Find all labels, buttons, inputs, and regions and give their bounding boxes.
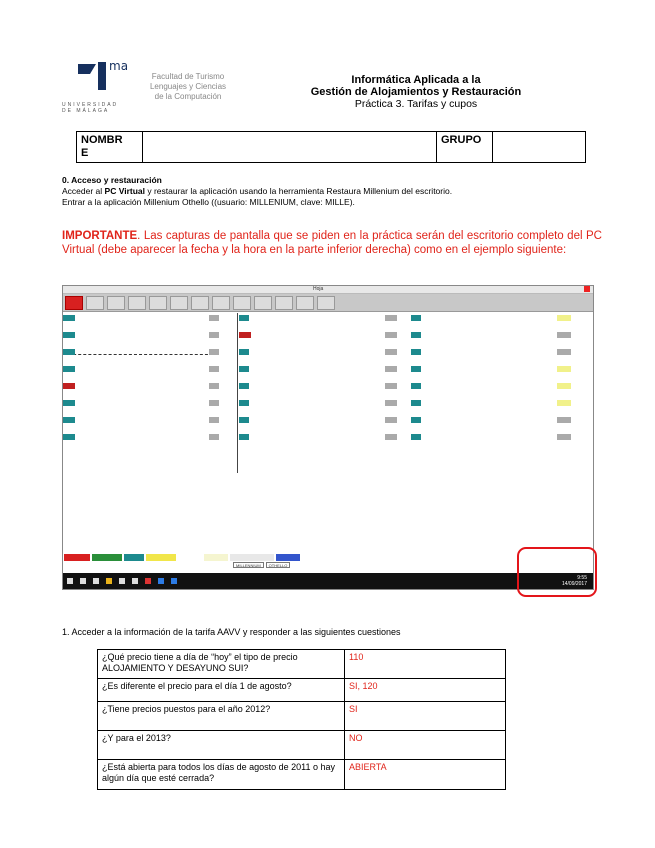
toolbar-button — [170, 296, 188, 310]
answer-text[interactable]: SI — [345, 702, 506, 731]
grid-cell — [411, 417, 421, 423]
grid-cell — [411, 315, 421, 321]
app-titlebar — [63, 286, 593, 294]
app-tabs — [233, 562, 290, 569]
grid-cell — [557, 315, 571, 321]
toolbar-button — [317, 296, 335, 310]
status-tab: MILLENNIUM — [233, 562, 264, 568]
grid-cell — [385, 332, 397, 338]
status-tab: OTHELLO — [266, 562, 291, 568]
grid-cell — [209, 332, 219, 338]
faculty-line: Facultad de Turismo — [151, 72, 225, 81]
app-icon — [158, 578, 164, 584]
question-row — [98, 650, 506, 679]
grid-row — [63, 347, 593, 357]
status-swatch — [64, 554, 90, 561]
grid-row — [63, 432, 593, 442]
status-swatch — [146, 554, 176, 561]
app-grid — [63, 313, 593, 553]
grid-cell — [209, 400, 219, 406]
toolbar-button — [275, 296, 293, 310]
grid-cell — [209, 366, 219, 372]
task-view-icon — [93, 578, 99, 584]
grid-cell — [411, 332, 421, 338]
question-row — [98, 760, 506, 790]
grid-cell — [63, 400, 75, 406]
question-row — [98, 731, 506, 760]
browser-icon — [145, 578, 151, 584]
grid-row — [63, 398, 593, 408]
toolbar-button — [65, 296, 83, 310]
grid-cell — [411, 400, 421, 406]
status-swatch — [230, 554, 274, 561]
grid-cell — [557, 349, 571, 355]
answer-text[interactable]: 110 — [345, 650, 506, 679]
toolbar-button — [86, 296, 104, 310]
status-swatch — [124, 554, 144, 561]
grid-cell — [385, 383, 397, 389]
question-text: ¿Tiene precios puestos para el año 2012? — [98, 702, 345, 731]
question-row — [98, 702, 506, 731]
name-label — [77, 132, 143, 163]
folder-icon — [106, 578, 112, 584]
grid-cell — [209, 417, 219, 423]
subtitle: Práctica 3. Tarifas y cupos — [354, 98, 478, 110]
question-text: ¿Es diferente el precio para el día 1 de agosto? — [98, 679, 345, 702]
toolbar-button — [128, 296, 146, 310]
status-swatch — [92, 554, 122, 561]
toolbar-button — [212, 296, 230, 310]
toolbar-button — [233, 296, 251, 310]
grid-cell — [557, 434, 571, 440]
grid-cell — [411, 349, 421, 355]
grid-cell — [385, 434, 397, 440]
grid-cell — [239, 366, 249, 372]
section-access — [62, 175, 602, 208]
millennium-app-icon — [132, 578, 138, 584]
question-text: ¿Y para el 2013? — [98, 731, 345, 760]
grid-cell — [411, 366, 421, 372]
important-note — [62, 229, 602, 257]
grid-cell — [63, 332, 75, 338]
grid-row — [63, 415, 593, 425]
toolbar-button — [296, 296, 314, 310]
toolbar-button — [107, 296, 125, 310]
toolbar-button — [254, 296, 272, 310]
questions-intro: 1. Acceder a la información de la tarifa AAVV y responder a las siguientes cuestiones — [62, 627, 401, 637]
grid-cell — [557, 383, 571, 389]
grid-cell — [63, 349, 75, 355]
grid-row — [63, 313, 593, 323]
grid-cell — [557, 400, 571, 406]
grid-cell — [385, 400, 397, 406]
section-line: Entrar a la aplicación Millenium Othello ((usuario: MILLENIUM, clave: MILLE). — [62, 197, 355, 207]
text-span: y restaurar la aplicación usando la herramienta Restaura Millenium del escritorio. — [145, 186, 453, 196]
grid-cell — [209, 349, 219, 355]
answer-text[interactable]: ABIERTA — [345, 760, 506, 790]
grid-cell — [239, 383, 249, 389]
grid-cell — [557, 417, 571, 423]
grid-cell — [557, 332, 571, 338]
grid-cell — [209, 315, 219, 321]
page-title — [266, 74, 566, 111]
grid-cell — [411, 383, 421, 389]
logo-mark-text: ma — [109, 59, 129, 73]
grid-cell — [63, 315, 75, 321]
student-info-table — [76, 131, 586, 163]
grid-cell — [385, 417, 397, 423]
grid-cell — [239, 349, 249, 355]
grid-cell — [557, 366, 571, 372]
name-label-line: NOMBR — [81, 134, 123, 146]
grid-cell — [239, 400, 249, 406]
status-swatch — [276, 554, 300, 561]
questions-table — [97, 649, 506, 790]
clock-highlight — [517, 547, 597, 597]
clock-time: 9:55 — [577, 575, 587, 581]
grid-cell — [63, 366, 75, 372]
important-text: . Las capturas de pantalla que se piden en la práctica serán del escritorio completo del PC Virtual (debe aparecer la fecha y la hora en la parte inferior derecha) como en el ejemplo siguiente: — [62, 230, 602, 256]
name-label-line: E — [81, 147, 89, 159]
question-text: ¿Qué precio tiene a día de “hoy” el tipo de precio ALOJAMIENTO Y DESAYUNO SUI? — [98, 650, 345, 679]
grid-cell — [239, 315, 249, 321]
toolbar-button — [149, 296, 167, 310]
millennium-app-icon — [119, 578, 125, 584]
answer-text[interactable]: SI, 120 — [345, 679, 506, 702]
toolbar-button — [191, 296, 209, 310]
question-text: ¿Está abierta para todos los días de agosto de 2011 o hay algún día que esté cerrada? — [98, 760, 345, 790]
document-header — [62, 58, 596, 124]
question-row — [98, 679, 506, 702]
text-span: Acceder al — [62, 186, 105, 196]
clock-date: 14/09/2017 — [561, 581, 587, 587]
windows-taskbar — [63, 573, 593, 589]
grid-cell — [63, 417, 75, 423]
group-field[interactable] — [493, 132, 586, 163]
grid-cell — [385, 366, 397, 372]
grid-cell — [63, 383, 75, 389]
grid-cell — [385, 349, 397, 355]
grid-cell — [385, 315, 397, 321]
section-heading: 0. Acceso y restauración — [62, 175, 162, 185]
status-swatch — [204, 554, 228, 561]
start-icon — [67, 578, 73, 584]
university-logo-icon — [76, 58, 136, 106]
edge-icon — [171, 578, 177, 584]
grid-cell — [209, 434, 219, 440]
grid-cell — [63, 434, 75, 440]
title-line: Informática Aplicada a la — [351, 74, 481, 86]
grid-cell — [239, 332, 251, 338]
app-status-bar — [63, 554, 593, 562]
faculty-line: Lenguajes y Ciencias — [149, 82, 227, 91]
grid-cell — [239, 417, 249, 423]
search-icon — [80, 578, 86, 584]
grid-cell — [411, 434, 421, 440]
grid-row — [63, 381, 593, 391]
grid-row — [63, 364, 593, 374]
grid-cell — [239, 434, 249, 440]
university-name: UNIVERSIDAD DE MÁLAGA — [62, 102, 119, 114]
group-label: GRUPO — [437, 132, 493, 163]
faculty-line: de la Computación — [154, 92, 222, 101]
app-title: Hoja — [313, 286, 324, 292]
status-swatch — [178, 554, 202, 561]
faculty-name — [136, 72, 240, 102]
important-label: IMPORTANTE — [62, 230, 138, 242]
grid-cell — [209, 383, 219, 389]
pc-virtual-term: PC Virtual — [104, 186, 145, 196]
example-screenshot — [62, 285, 594, 590]
section-line — [62, 186, 602, 197]
app-toolbar — [63, 294, 593, 312]
title-line: Gestión de Alojamientos y Restauración — [310, 86, 522, 98]
close-icon — [584, 286, 590, 292]
grid-row — [63, 330, 593, 340]
answer-text[interactable]: NO — [345, 731, 506, 760]
name-field[interactable] — [143, 132, 437, 163]
